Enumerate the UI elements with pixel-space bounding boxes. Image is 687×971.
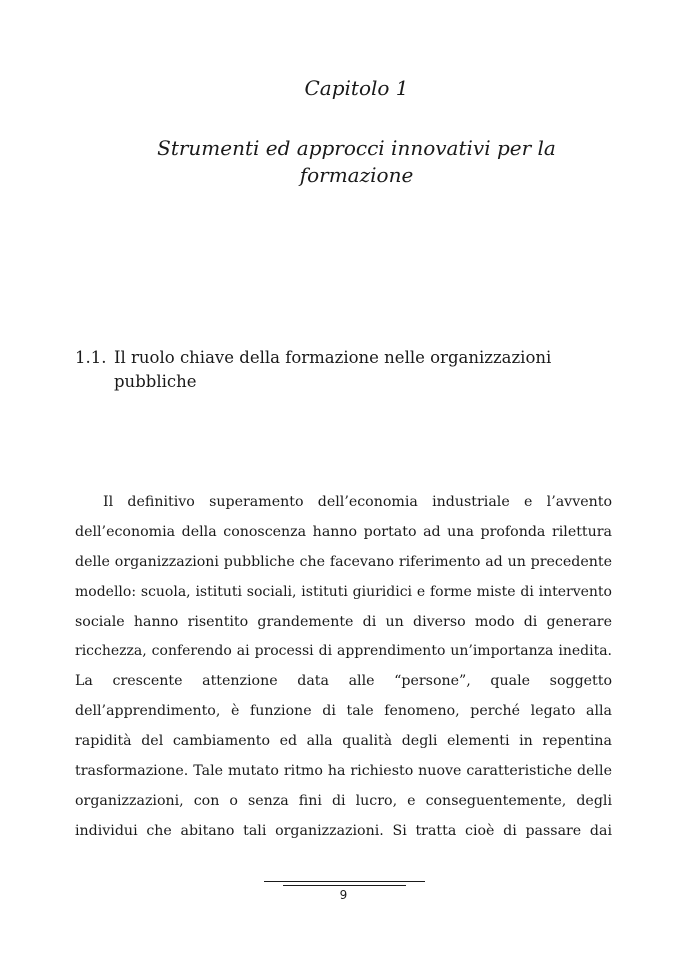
paragraph-line: rapidità del cambiamento ed alla qualità degli elementi in repentina [75, 733, 612, 750]
paragraph-line: individui che abitano tali organizzazioni. Si tratta cioè di passare dai [75, 822, 612, 839]
chapter-label: Capitolo 1 [304, 76, 409, 100]
paragraph-line: sociale hanno risentito grandemente di un diverso modo di generare [75, 613, 612, 630]
footer-divider [283, 885, 406, 886]
section-title-line: Il ruolo chiave della formazione nelle organizzazioni [114, 348, 552, 367]
body-paragraph [75, 488, 612, 847]
paragraph-line: ricchezza, conferendo ai processi di apprendimento un’importanza inedita. [75, 643, 612, 660]
paragraph-line: La crescente attenzione data alle “persone”, quale soggetto [75, 673, 612, 690]
paragraph-line: Il definitivo superamento dell’economia industriale e l’avvento [103, 494, 612, 510]
paragraph-line: modello: scuola, istituti sociali, istituti giuridici e forme miste di intervento [75, 583, 612, 600]
section-number: 1.1. [75, 348, 107, 367]
section-title-line: pubbliche [114, 372, 197, 391]
chapter-title-line: Strumenti ed approcci innovativi per la [157, 136, 556, 160]
paragraph-line: dell’apprendimento, è funzione di tale fenomeno, perché legato alla [75, 703, 612, 720]
chapter-title [0, 135, 687, 189]
chapter-title-line: formazione [299, 163, 414, 187]
page-number: 9 [339, 888, 348, 902]
paragraph-line: organizzazioni, con o senza fini di lucro, e conseguentemente, degli [75, 792, 612, 809]
paragraph-line: delle organizzazioni pubbliche che facevano riferimento ad un precedente [75, 553, 612, 570]
paragraph-line: dell’economia della conoscenza hanno portato ad una profonda rilettura [75, 523, 612, 540]
footer-divider [264, 881, 425, 882]
paragraph-line: trasformazione. Tale mutato ritmo ha richiesto nuove caratteristiche delle [75, 763, 612, 780]
section-heading [75, 346, 615, 394]
